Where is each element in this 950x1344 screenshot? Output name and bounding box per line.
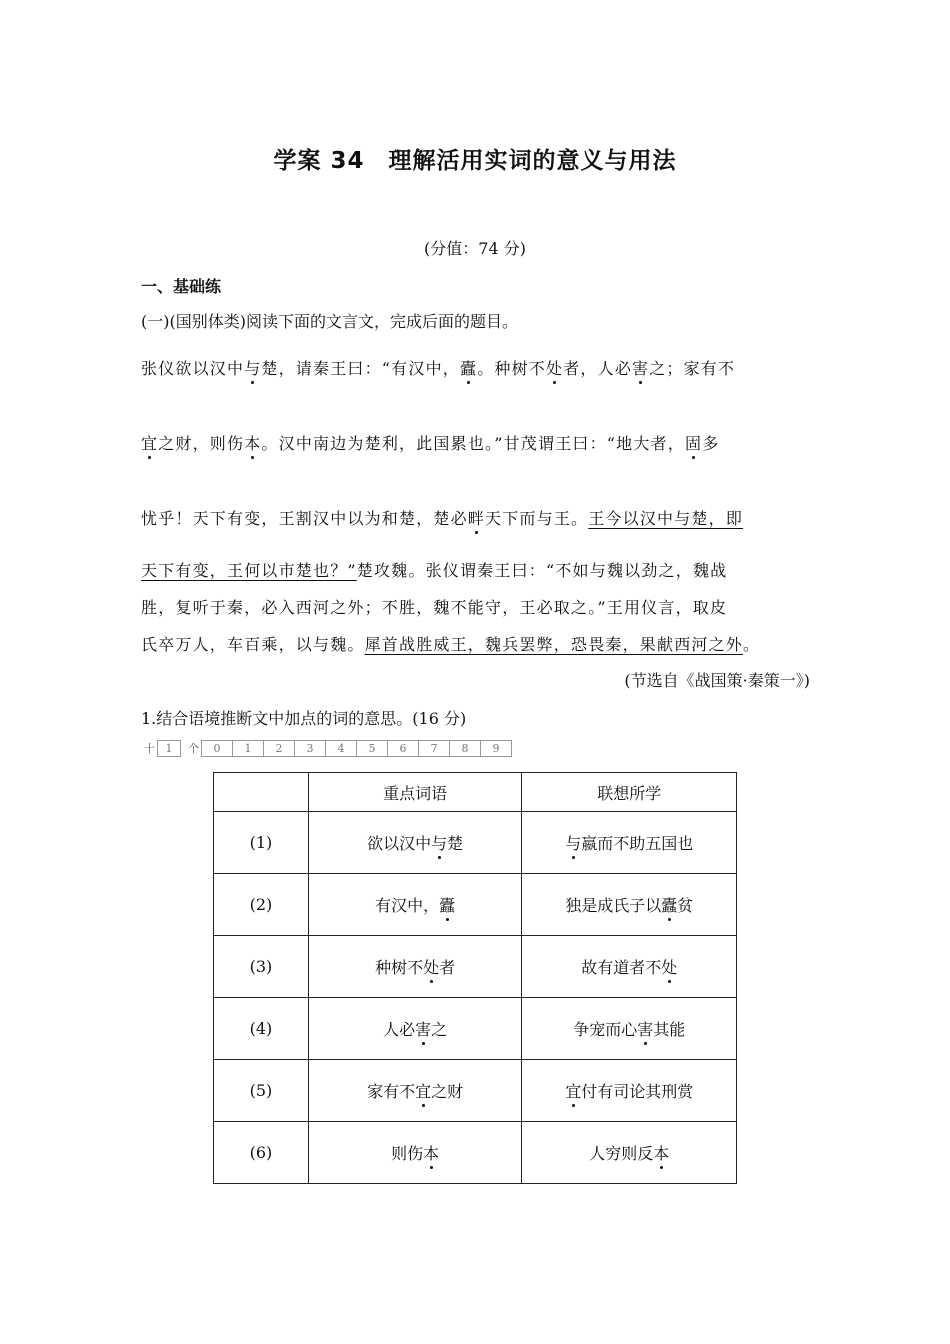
dotted-word: 与: [244, 359, 262, 378]
passage-line-6: 氏卒万人，车百乘，以与魏。犀首战胜威王，魏兵罢弊，恐畏秦，果献西河之外。: [141, 635, 761, 654]
section-heading: 一、基础练: [141, 277, 222, 296]
digit-box[interactable]: 6: [387, 740, 419, 757]
row-number: (1): [214, 812, 309, 874]
dotted-word: 宜: [141, 434, 159, 453]
dotted-word: 蠹: [460, 359, 478, 378]
dotted-word: 处: [546, 359, 564, 378]
dotted-word: 与: [431, 834, 448, 853]
digit-box[interactable]: 1: [232, 740, 264, 757]
digit-box[interactable]: 7: [418, 740, 450, 757]
tens-label: 十: [144, 742, 155, 755]
source-citation: (节选自《战国策·秦策一》): [624, 671, 810, 690]
header-cell: 联想所学: [522, 773, 737, 812]
association-cell: 宜付有司论其刑赏: [522, 1060, 737, 1122]
table-row: [214, 874, 737, 936]
tens-digit-box[interactable]: 1: [157, 740, 181, 757]
table-row: [214, 1060, 737, 1122]
key-phrase-cell: 人必害之: [308, 998, 522, 1060]
table-row: [214, 812, 737, 874]
table-header-row: [214, 773, 737, 812]
row-number: (2): [214, 874, 309, 936]
dotted-word: 固: [684, 434, 703, 453]
association-cell: 争宠而心害其能: [522, 998, 737, 1060]
key-phrase-cell: 欲以汉中与楚: [308, 812, 522, 874]
vocab-table: [213, 772, 737, 1184]
underlined-sentence: 天下有变，王何以市楚也？”: [141, 561, 357, 580]
page-title: 学案 34 理解活用实词的意义与用法: [273, 148, 677, 174]
dotted-word: 与: [565, 834, 582, 853]
passage-line-1: 张仪欲以汉中与楚，请秦王曰：“有汉中，蠹。种树不处者，人必害之；家有不: [141, 359, 736, 378]
digit-box[interactable]: 3: [294, 740, 326, 757]
association-cell: 人穷则反本: [522, 1122, 737, 1184]
dotted-word: 处: [423, 958, 440, 977]
header-cell: [214, 773, 309, 812]
table-row: [214, 936, 737, 998]
digit-box[interactable]: 4: [325, 740, 357, 757]
digit-box[interactable]: 0: [201, 740, 233, 757]
dotted-word: 畔: [467, 509, 486, 528]
passage-line-4: 天下有变，王何以市楚也？”楚攻魏。张仪谓秦王曰：“不如与魏以劲之，魏战: [141, 561, 728, 580]
dotted-word: 处: [661, 958, 678, 977]
dotted-word: 本: [653, 1144, 670, 1163]
row-number: (6): [214, 1122, 309, 1184]
digit-box[interactable]: 2: [263, 740, 295, 757]
row-number: (5): [214, 1060, 309, 1122]
dotted-word: 本: [244, 434, 262, 453]
dotted-word: 害: [637, 1020, 654, 1039]
digit-box[interactable]: 9: [480, 740, 512, 757]
dotted-word: 蠹: [439, 896, 456, 915]
ones-label: 个: [188, 742, 199, 755]
table-row: [214, 1122, 737, 1184]
key-phrase-cell: 有汉中，蠹: [308, 874, 522, 936]
key-phrase-cell: 则伤本: [308, 1122, 522, 1184]
underlined-sentence: 王今以汉中与楚，即: [588, 509, 744, 528]
key-phrase-cell: 家有不宜之财: [308, 1060, 522, 1122]
score-label: (分值：74 分): [424, 239, 526, 258]
dotted-word: 蠹: [661, 896, 678, 915]
dotted-word: 宜: [415, 1082, 432, 1101]
digit-box[interactable]: 8: [449, 740, 481, 757]
passage-line-3: 忧乎！天下有变，王割汉中以为和楚，楚必畔天下而与王。王今以汉中与楚，即: [141, 509, 744, 528]
dotted-word: 害: [632, 359, 650, 378]
association-cell: 独是成氏子以蠹贫: [522, 874, 737, 936]
digit-box[interactable]: 5: [356, 740, 388, 757]
header-cell: 重点词语: [308, 773, 522, 812]
dotted-word: 宜: [565, 1082, 582, 1101]
dotted-word: 害: [415, 1020, 432, 1039]
row-number: (3): [214, 936, 309, 998]
passage-line-5: 胜，复听于秦，必入西河之外；不胜，魏不能守，王必取之。”王用仪言，取皮: [141, 598, 728, 617]
row-number: (4): [214, 998, 309, 1060]
association-cell: 故有道者不处: [522, 936, 737, 998]
dotted-word: 本: [423, 1144, 440, 1163]
key-phrase-cell: 种树不处者: [308, 936, 522, 998]
question-1: 1.结合语境推断文中加点的词的意思。(16 分): [141, 709, 467, 728]
table-row: [214, 998, 737, 1060]
underlined-sentence: 犀首战胜威王，魏兵罢弊，恐畏秦，果献西河之外: [364, 635, 744, 654]
score-digit-selector: [141, 739, 512, 757]
passage-intro: (一)(国别体类)阅读下面的文言文，完成后面的题目。: [141, 312, 518, 331]
association-cell: 与嬴而不助五国也: [522, 812, 737, 874]
passage-line-2: 宜之财，则伤本。汉中南边为楚利，此国累也。”甘茂谓王曰：“地大者，固多: [141, 434, 720, 453]
